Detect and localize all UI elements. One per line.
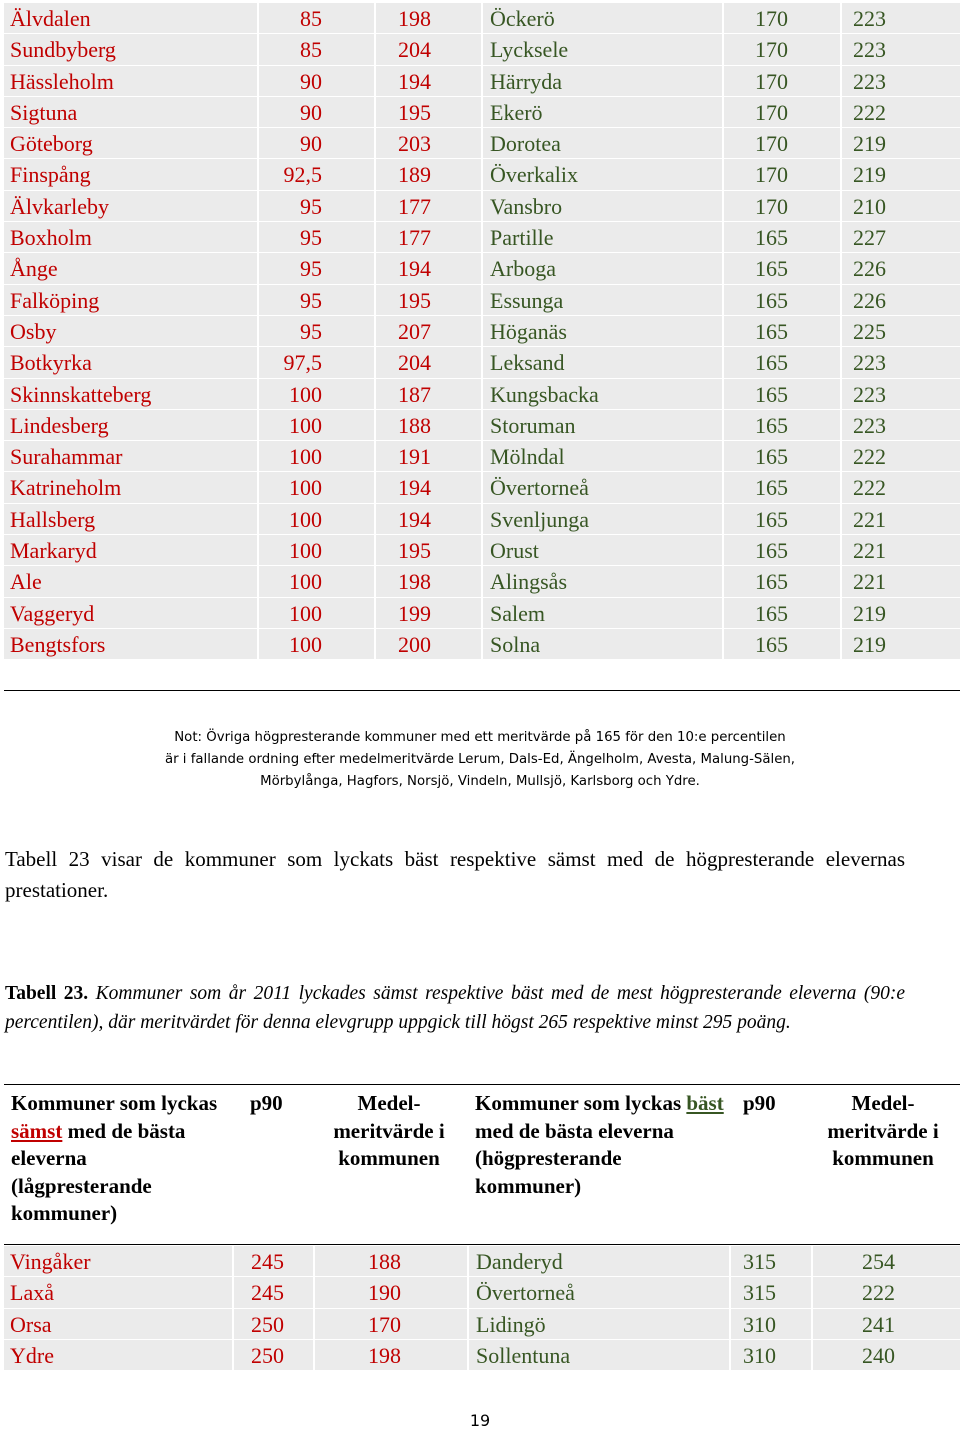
high-municipality-cell: Mölndal <box>481 441 722 472</box>
best-merit-cell: 241 <box>811 1309 960 1340</box>
header-text: med de bästa eleverna (högpresterande kommuner) <box>475 1118 674 1198</box>
low-p90-cell: 100 <box>257 629 374 660</box>
high-merit-cell: 221 <box>840 504 960 535</box>
low-p90-cell: 90 <box>257 66 374 97</box>
header-worst-word: sämst <box>11 1118 63 1143</box>
low-merit-cell: 204 <box>374 347 481 378</box>
high-municipality-cell: Essunga <box>481 285 722 316</box>
high-p90-cell: 170 <box>722 34 840 65</box>
low-municipality-cell: Botkyrka <box>4 347 257 378</box>
low-merit-cell: 198 <box>374 566 481 597</box>
high-merit-cell: 219 <box>840 159 960 190</box>
table-row <box>4 1309 960 1340</box>
table-row <box>4 379 960 410</box>
best-merit-cell: 222 <box>811 1277 960 1308</box>
worst-merit-cell: 198 <box>313 1340 467 1371</box>
high-municipality-cell: Vansbro <box>481 191 722 222</box>
low-p90-cell: 95 <box>257 316 374 347</box>
header-merit-right: Medel-meritvärde i kommunen <box>827 1091 939 1170</box>
best-merit-cell: 254 <box>811 1246 960 1277</box>
header-p90-left: p90 <box>250 1091 283 1115</box>
low-municipality-cell: Katrineholm <box>4 472 257 503</box>
worst-merit-cell: 188 <box>313 1246 467 1277</box>
low-municipality-cell: Skinnskatteberg <box>4 379 257 410</box>
table-row <box>4 629 960 660</box>
worst-merit-cell: 170 <box>313 1309 467 1340</box>
high-municipality-cell: Partille <box>481 222 722 253</box>
worst-municipality-cell: Orsa <box>4 1309 232 1340</box>
low-merit-cell: 194 <box>374 472 481 503</box>
high-municipality-cell: Orust <box>481 535 722 566</box>
best-municipality-cell: Lidingö <box>467 1309 729 1340</box>
table-row <box>4 347 960 378</box>
low-merit-cell: 194 <box>374 66 481 97</box>
page-number: 19 <box>469 1411 491 1430</box>
low-municipality-cell: Sundbyberg <box>4 34 257 65</box>
high-merit-cell: 219 <box>840 128 960 159</box>
low-p90-cell: 100 <box>257 441 374 472</box>
high-p90-cell: 165 <box>722 629 840 660</box>
table-row <box>4 1246 960 1277</box>
worst-p90-cell: 250 <box>232 1340 313 1371</box>
caption-label: Tabell 23. <box>5 983 89 1004</box>
table-row <box>4 598 960 629</box>
high-merit-cell: 223 <box>840 3 960 34</box>
high-p90-cell: 165 <box>722 316 840 347</box>
low-merit-cell: 204 <box>374 34 481 65</box>
table-row <box>4 535 960 566</box>
low-municipality-cell: Bengtsfors <box>4 629 257 660</box>
high-municipality-cell: Solna <box>481 629 722 660</box>
table-row <box>4 410 960 441</box>
table-row <box>4 316 960 347</box>
header-best-word: bäst <box>686 1091 724 1115</box>
low-p90-cell: 100 <box>257 566 374 597</box>
table-row <box>4 441 960 472</box>
table-row <box>4 191 960 222</box>
top-data-table <box>4 3 960 660</box>
low-p90-cell: 100 <box>257 598 374 629</box>
high-p90-cell: 165 <box>722 566 840 597</box>
header-text: Kommuner som lyckas <box>11 1091 218 1115</box>
high-municipality-cell: Dorotea <box>481 128 722 159</box>
high-municipality-cell: Öckerö <box>481 3 722 34</box>
worst-municipality-cell: Vingåker <box>4 1246 232 1277</box>
best-p90-cell: 310 <box>729 1309 811 1340</box>
low-municipality-cell: Falköping <box>4 285 257 316</box>
worst-merit-cell: 190 <box>313 1277 467 1308</box>
low-merit-cell: 177 <box>374 222 481 253</box>
high-merit-cell: 223 <box>840 34 960 65</box>
high-municipality-cell: Salem <box>481 598 722 629</box>
table-row <box>4 97 960 128</box>
high-merit-cell: 222 <box>840 472 960 503</box>
low-municipality-cell: Ånge <box>4 253 257 284</box>
low-merit-cell: 194 <box>374 253 481 284</box>
high-municipality-cell: Svenljunga <box>481 504 722 535</box>
low-merit-cell: 195 <box>374 97 481 128</box>
high-municipality-cell: Lycksele <box>481 34 722 65</box>
high-p90-cell: 165 <box>722 285 840 316</box>
high-merit-cell: 223 <box>840 379 960 410</box>
low-municipality-cell: Finspång <box>4 159 257 190</box>
high-merit-cell: 223 <box>840 347 960 378</box>
high-merit-cell: 219 <box>840 598 960 629</box>
note-line-3: Mörbylånga, Hagfors, Norsjö, Vindeln, Mullsjö, Karlsborg och Ydre. <box>260 774 700 789</box>
low-municipality-cell: Boxholm <box>4 222 257 253</box>
low-p90-cell: 85 <box>257 3 374 34</box>
table-caption <box>5 979 905 1037</box>
high-p90-cell: 165 <box>722 379 840 410</box>
worst-municipality-cell: Ydre <box>4 1340 232 1371</box>
high-p90-cell: 165 <box>722 410 840 441</box>
high-merit-cell: 222 <box>840 441 960 472</box>
high-p90-cell: 165 <box>722 441 840 472</box>
high-merit-cell: 225 <box>840 316 960 347</box>
table-bottom-rule <box>4 690 960 691</box>
high-p90-cell: 170 <box>722 128 840 159</box>
best-municipality-cell: Sollentuna <box>467 1340 729 1371</box>
best-p90-cell: 315 <box>729 1277 811 1308</box>
high-merit-cell: 221 <box>840 535 960 566</box>
high-p90-cell: 170 <box>722 3 840 34</box>
high-municipality-cell: Alingsås <box>481 566 722 597</box>
high-merit-cell: 226 <box>840 253 960 284</box>
low-p90-cell: 95 <box>257 253 374 284</box>
high-merit-cell: 222 <box>840 97 960 128</box>
low-merit-cell: 189 <box>374 159 481 190</box>
low-p90-cell: 100 <box>257 504 374 535</box>
low-merit-cell: 198 <box>374 3 481 34</box>
low-municipality-cell: Lindesberg <box>4 410 257 441</box>
low-municipality-cell: Hässleholm <box>4 66 257 97</box>
low-municipality-cell: Vaggeryd <box>4 598 257 629</box>
header-merit-left: Medel-meritvärde i kommunen <box>333 1091 445 1170</box>
low-p90-cell: 92,5 <box>257 159 374 190</box>
low-municipality-cell: Osby <box>4 316 257 347</box>
low-merit-cell: 191 <box>374 441 481 472</box>
table-row <box>4 504 960 535</box>
low-p90-cell: 95 <box>257 222 374 253</box>
header-best-municipalities <box>475 1090 725 1200</box>
best-municipality-cell: Övertorneå <box>467 1277 729 1308</box>
high-p90-cell: 165 <box>722 504 840 535</box>
high-municipality-cell: Överkalix <box>481 159 722 190</box>
low-p90-cell: 95 <box>257 285 374 316</box>
low-municipality-cell: Älvkarleby <box>4 191 257 222</box>
low-merit-cell: 207 <box>374 316 481 347</box>
note-line-1: Not: Övriga högpresterande kommuner med ett meritvärde på 165 för den 10:e percentilen <box>174 730 786 745</box>
high-merit-cell: 223 <box>840 66 960 97</box>
high-municipality-cell: Storuman <box>481 410 722 441</box>
low-merit-cell: 188 <box>374 410 481 441</box>
low-municipality-cell: Älvdalen <box>4 3 257 34</box>
table-row <box>4 159 960 190</box>
note-line-2: är i fallande ordning efter medelmeritvärde Lerum, Dals-Ed, Ängelholm, Avesta, Malung-Sälen, <box>164 752 796 767</box>
worst-p90-cell: 245 <box>232 1277 313 1308</box>
high-municipality-cell: Leksand <box>481 347 722 378</box>
table-row <box>4 66 960 97</box>
table-row <box>4 285 960 316</box>
table-row <box>4 3 960 34</box>
high-municipality-cell: Arboga <box>481 253 722 284</box>
high-p90-cell: 170 <box>722 97 840 128</box>
high-p90-cell: 165 <box>722 222 840 253</box>
low-p90-cell: 100 <box>257 379 374 410</box>
header-bottom-rule <box>4 1244 960 1245</box>
low-merit-cell: 195 <box>374 535 481 566</box>
high-p90-cell: 165 <box>722 253 840 284</box>
best-merit-cell: 240 <box>811 1340 960 1371</box>
best-p90-cell: 310 <box>729 1340 811 1371</box>
low-p90-cell: 100 <box>257 410 374 441</box>
worst-municipality-cell: Laxå <box>4 1277 232 1308</box>
high-municipality-cell: Härryda <box>481 66 722 97</box>
header-worst-municipalities <box>11 1090 231 1228</box>
high-municipality-cell: Höganäs <box>481 316 722 347</box>
low-p90-cell: 90 <box>257 97 374 128</box>
table-row <box>4 253 960 284</box>
low-merit-cell: 194 <box>374 504 481 535</box>
bottom-data-table <box>4 1246 960 1371</box>
high-merit-cell: 219 <box>840 629 960 660</box>
high-p90-cell: 170 <box>722 191 840 222</box>
table-row <box>4 128 960 159</box>
low-municipality-cell: Göteborg <box>4 128 257 159</box>
low-p90-cell: 85 <box>257 34 374 65</box>
high-merit-cell: 221 <box>840 566 960 597</box>
table-row <box>4 566 960 597</box>
high-merit-cell: 226 <box>840 285 960 316</box>
best-p90-cell: 315 <box>729 1246 811 1277</box>
low-municipality-cell: Surahammar <box>4 441 257 472</box>
high-p90-cell: 165 <box>722 535 840 566</box>
worst-p90-cell: 245 <box>232 1246 313 1277</box>
high-municipality-cell: Ekerö <box>481 97 722 128</box>
low-p90-cell: 90 <box>257 128 374 159</box>
low-municipality-cell: Markaryd <box>4 535 257 566</box>
table-row <box>4 34 960 65</box>
high-municipality-cell: Övertorneå <box>481 472 722 503</box>
low-merit-cell: 195 <box>374 285 481 316</box>
low-p90-cell: 100 <box>257 535 374 566</box>
worst-p90-cell: 250 <box>232 1309 313 1340</box>
intro-paragraph: Tabell 23 visar de kommuner som lyckats bäst respektive sämst med de högpresterande elevernas prestationer. <box>5 847 905 902</box>
table-row <box>4 222 960 253</box>
high-p90-cell: 170 <box>722 66 840 97</box>
high-p90-cell: 165 <box>722 598 840 629</box>
high-p90-cell: 170 <box>722 159 840 190</box>
high-merit-cell: 227 <box>840 222 960 253</box>
high-merit-cell: 223 <box>840 410 960 441</box>
low-merit-cell: 177 <box>374 191 481 222</box>
table-top-rule <box>4 1084 960 1085</box>
low-municipality-cell: Ale <box>4 566 257 597</box>
low-p90-cell: 95 <box>257 191 374 222</box>
high-municipality-cell: Kungsbacka <box>481 379 722 410</box>
table-note <box>0 727 960 793</box>
low-merit-cell: 199 <box>374 598 481 629</box>
header-p90-right: p90 <box>743 1091 776 1115</box>
low-merit-cell: 203 <box>374 128 481 159</box>
low-p90-cell: 97,5 <box>257 347 374 378</box>
caption-text: Kommuner som år 2011 lyckades sämst respektive bäst med de mest högpresterande eleverna (90:e percentilen), där meritvärdet för denna elevgrupp uppgick till högst 265 respektive minst 295 poäng. <box>5 983 905 1033</box>
high-merit-cell: 210 <box>840 191 960 222</box>
table-row <box>4 1340 960 1371</box>
header-text: med de bästa eleverna (lågpresterande kommuner) <box>11 1118 186 1225</box>
low-municipality-cell: Sigtuna <box>4 97 257 128</box>
low-merit-cell: 200 <box>374 629 481 660</box>
best-municipality-cell: Danderyd <box>467 1246 729 1277</box>
low-municipality-cell: Hallsberg <box>4 504 257 535</box>
high-p90-cell: 165 <box>722 472 840 503</box>
low-merit-cell: 187 <box>374 379 481 410</box>
table-row <box>4 472 960 503</box>
table-row <box>4 1277 960 1308</box>
header-text: Kommuner som lyckas <box>475 1091 687 1115</box>
high-p90-cell: 165 <box>722 347 840 378</box>
low-p90-cell: 100 <box>257 472 374 503</box>
